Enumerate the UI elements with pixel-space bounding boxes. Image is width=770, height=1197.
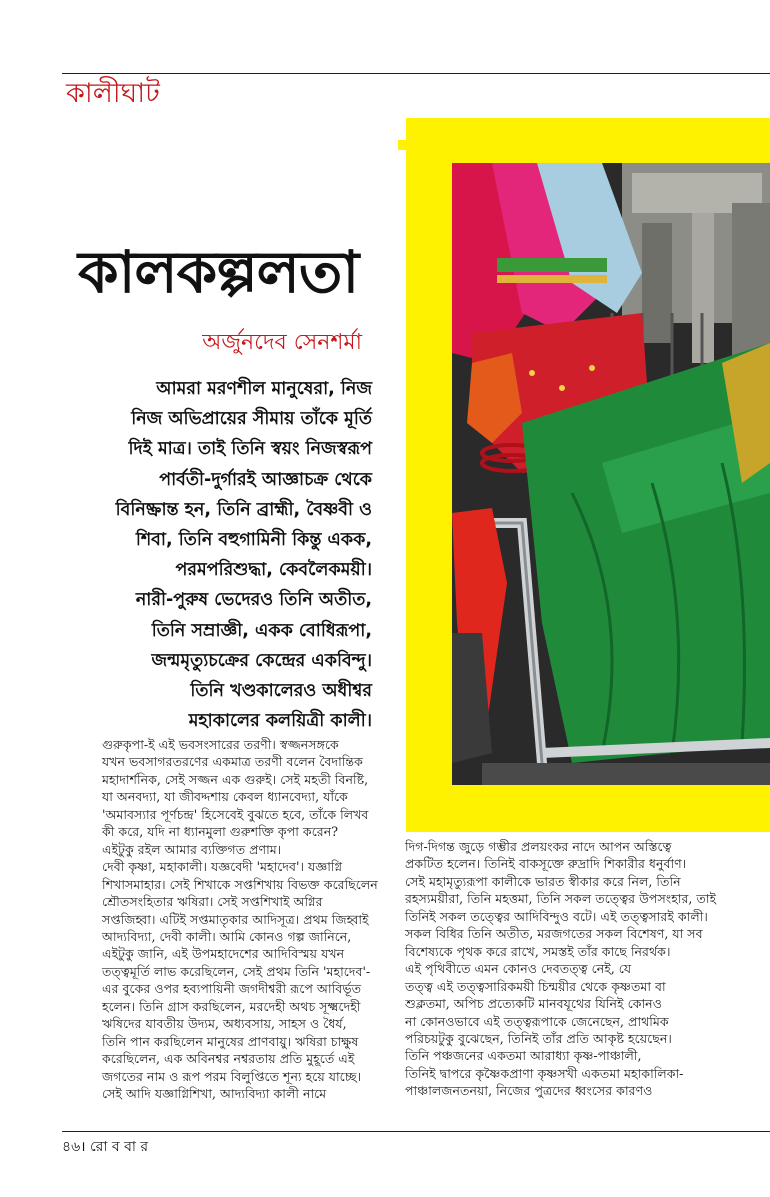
body-line: পরিচয়টুকু বুঝেছেন, তিনিই তাঁর প্রতি আকৃষ্ট হয়েছেন। (405, 1030, 672, 1046)
body-line: শুক্লতমা, অপিচ প্রত্যেকটি মানবযূথের যিনিই কোনও (405, 996, 662, 1012)
standfirst-line: বিনিষ্ক্রান্ত হন, তিনি ব্রাহ্মী, বৈষ্ণবী ও (115, 499, 372, 520)
standfirst-line: পার্বতী-দুর্গারই আজ্ঞাচক্র থেকে (159, 469, 372, 490)
body-line: জগতের নাম ও রূপ পরম বিলুপ্তিতে শূন্য হয়ে যাচ্ছে। (102, 1068, 362, 1084)
body-line: সপ্তজিহ্বা। এটিই সপ্তমাতৃকার আদিসূত্র। প্রথম জিহ্বাই (102, 911, 369, 927)
section-label: কালীঘাট (66, 78, 160, 109)
standfirst-line: দিই মাত্র। তাই তিনি স্বয়ং নিজস্বরূপ (128, 439, 372, 460)
body-line: তিনি পঞ্চজনের একতমা আরাধ্যা কৃষ্ণ-পাঞ্চালী, (405, 1048, 642, 1064)
body-line: আদ্যবিদ্যা, দেবী কালী। আমি কোনও গল্প জানিনে, (102, 928, 352, 944)
body-line: এইটুকু জানি, এই উপমহাদেশের আদিবিস্ময় যখন (102, 946, 345, 962)
body-line: এইটুকু রইল আমার ব্যক্তিগত প্রণাম। (102, 841, 282, 857)
body-line: দেবী কৃষ্ণা, মহাকালী। যজ্ঞবেদী 'মহাদেব'। যজ্ঞাগ্নি (102, 859, 343, 875)
magazine-name: রো ব বা র (89, 1139, 149, 1155)
body-line: করেছিলেন, এক অবিনশ্বর নশ্বরতায় প্রতি মুহূর্তে এই (102, 1051, 355, 1067)
body-line: রহস্যময়ীরা, তিনি মহত্তমা, তিনি সকল তত্ত্বের উপসংহার, তাই (405, 891, 717, 907)
standfirst-line: নিজ অভিপ্রায়ের সীমায় তাঁকে মূর্তি (131, 409, 372, 430)
footer-rule (62, 1131, 770, 1132)
body-line: শিখাসমাহার। সেই শিখাকে সপ্তশিখায় বিভক্ত করেছিলেন (102, 876, 378, 892)
body-line: পাঞ্চালজনতনয়া, নিজের পুত্রদের ধ্বংসের কারণও (405, 1083, 653, 1099)
body-line: এর বুকের ওপর হব্যপায়িনী জগদীশ্বরী রূপে আবির্ভূত (102, 981, 362, 997)
folio-separator: । (80, 1139, 86, 1155)
body-line: শ্রৌতসংহিতার ঋষিরা। সেই সপ্তশিখাই অগ্নির (102, 894, 323, 910)
standfirst-line: পরমপরিশুদ্ধা, কেবলৈকময়ী। (175, 560, 372, 581)
standfirst-line: তিনি সম্রাজ্ঞী, একক বোধিরূপা, (151, 620, 372, 641)
body-line: তিনি পান করছিলেন মানুষের প্রাণবায়ু। ঋষিরা চাক্ষুষ (102, 1033, 359, 1049)
standfirst-line: নারী-পুরুষ ভেদেরও তিনি অতীত, (135, 590, 372, 611)
standfirst-line: তিনি খণ্ডকালেরও অধীশ্বর (190, 681, 372, 702)
page-number: ৪৬ (62, 1139, 81, 1155)
body-line: এই পৃথিবীতে এমন কোনও দেবতত্ত্ব নেই, যে (405, 961, 632, 977)
body-line: সেই মহামৃত্যুরূপা কালীকে ভারত স্বীকার করে নিল, তিনি (405, 873, 681, 889)
body-line: তত্ত্বমূর্তি লাভ করেছিলেন, সেই প্রথম তিনি 'মহাদেব'- (102, 963, 371, 979)
body-line: না কোনওভাবে এই তত্ত্বরূপাকে জেনেছেন, প্রাথমিক (405, 1013, 669, 1029)
headline: কালকল্পলতা (78, 238, 359, 306)
body-line: গুরুকৃপা-ই এই ভবসংসারের তরণী। স্বজ্জনসঙ্গকে (102, 737, 339, 752)
body-line: সেই আদি যজ্ঞাগ্নিশিখা, আদ্যবিদ্যা কালী নামে (102, 1086, 327, 1102)
body-line: কী করে, যদি না ধ্যানমুলা গুরুশক্তি কৃপা করেন? (102, 824, 338, 840)
body-line: প্রকটিত হলেন। তিনিই বাকসূক্তে রুদ্রাদি শিকারীর ধনুর্বাণ। (405, 856, 687, 872)
standfirst-line: মহাকালের কলয়িত্রী কালী। (188, 711, 372, 732)
folio (62, 1135, 148, 1159)
body-line: হলেন। তিনি গ্রাস করছিলেন, মরদেহী অথচ সূক্ষ্মদেহী (102, 998, 361, 1014)
deity-photo (452, 163, 770, 785)
body-line: দিগ-দিগন্ত জুড়ে গম্ভীর প্রলয়ংকর নাদে আপন অস্তিত্বে (405, 839, 672, 854)
body-line: যখন ভবসাগরতরণের একমাত্র তরণী বলেন বৈদান্তিক (102, 754, 363, 770)
header-rule (62, 73, 770, 74)
body-line: 'অমাবস্যার পূর্ণচন্দ্র' হিসেবেই বুঝতে হবে, তাঁকে লিখব (102, 806, 369, 822)
body-line: তিনিই সকল তত্ত্বের আদিবিন্দুও বটে। এই তত্ত্বসারই কালী। (405, 908, 708, 924)
body-line: সকল বিধির তিনি অতীত, মরজগতের সকল বিশেষণ, যা সব (405, 926, 703, 942)
standfirst-line: আমরা মরণশীল মানুষেরা, নিজ (156, 379, 372, 399)
standfirst-line: জন্মমৃত্যুচক্রের কেন্দ্রের একবিন্দু। (151, 650, 372, 671)
body-line: তত্ত্ব এই তত্ত্বসারিকময়ী চিন্ময়ীর থেকে কৃষ্ণতমা বা (405, 978, 666, 994)
standfirst-line: শিবা, তিনি বহুগামিনী কিন্তু একক, (135, 530, 372, 551)
body-column-left (102, 736, 388, 1103)
standfirst (70, 374, 372, 736)
body-line: তিনিই দ্বাপরে কৃষ্ণৈকপ্রাণা কৃষ্ণসখী একতমা মহাকালিকা- (405, 1065, 684, 1081)
body-line: যা অনবদ্যা, যা জীবদ্দশায় কেবল ধ্যানবেদ্যা, যাঁকে (102, 789, 348, 805)
body-line: মহাদার্শনিক, সেই সজ্জন এক গুরুই। সেই মহতী বিনষ্টি, (102, 771, 369, 787)
byline: অর্জুনদেব সেনশর্মা (202, 330, 362, 355)
body-line: বিশেষ্যকে পৃথক করে রাখে, সমস্তই তাঁর কাছে নিরর্থক। (405, 943, 671, 959)
body-line: ঋষিদের যাবতীয় উদ্যম, অধ্যবসায়, সাহস ও ধৈর্য, (102, 1016, 347, 1032)
body-column-right (405, 838, 717, 1100)
